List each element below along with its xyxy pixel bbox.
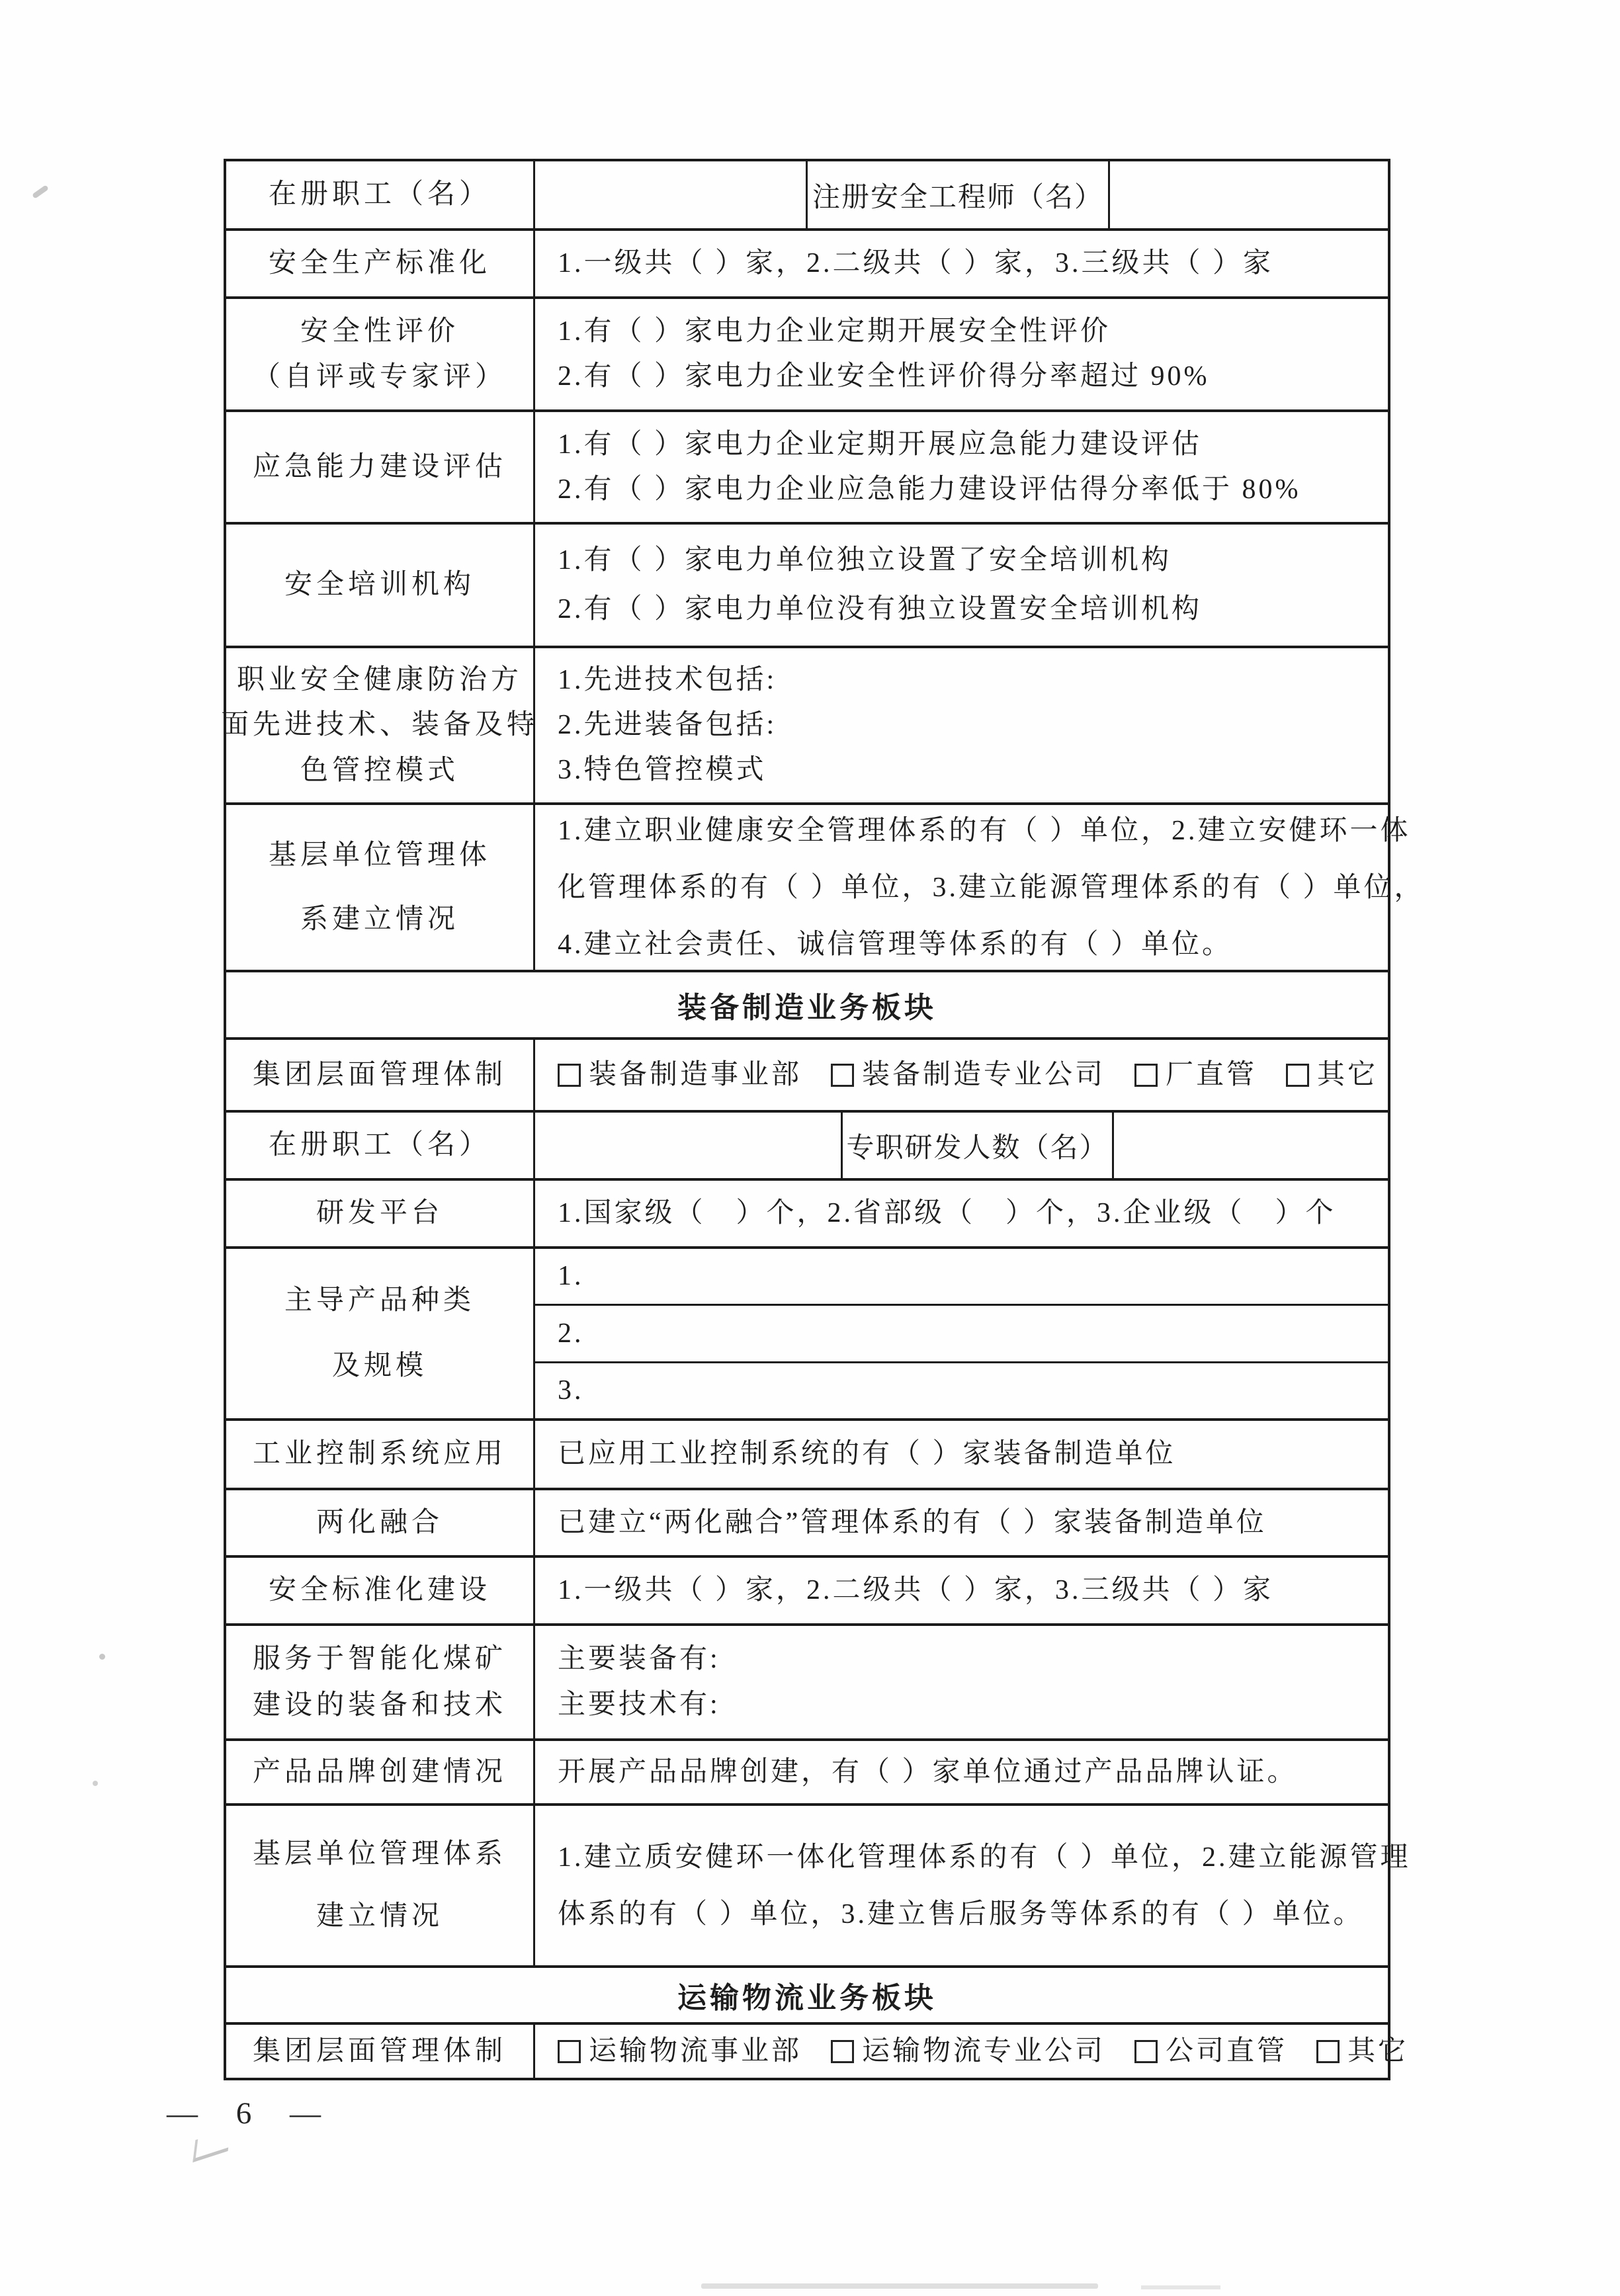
- row-label-text: 在册职工（名）: [268, 1130, 491, 1161]
- table-row-smart-mine-equipment: [226, 1623, 1388, 1738]
- scan-artifact: [192, 2129, 230, 2162]
- content-line: 主要技术有:: [558, 1689, 720, 1721]
- row-content-cell: [535, 1558, 1388, 1623]
- content-line: 3.特色管控模式: [558, 755, 767, 786]
- row-label-text: 及规模: [331, 1351, 427, 1382]
- row-label-text: 在册职工（名）: [268, 179, 491, 210]
- table-row-registered-staff: [226, 161, 1388, 228]
- table-row-emergency-capability: [226, 409, 1388, 522]
- table-row-main-products: [226, 1246, 1388, 1418]
- table-row-safety-standardization: [226, 228, 1388, 296]
- content-line: 2.有（ ）家电力企业应急能力建设评估得分率低于 80%: [558, 474, 1301, 505]
- checkbox-option-group: [558, 2033, 1408, 2070]
- row-label-text: 集团层面管理体制: [252, 1059, 507, 1090]
- content-line: 2.有（ ）家电力企业安全性评价得分率超过 90%: [558, 361, 1210, 392]
- row-label-text: 建立情况: [316, 1901, 443, 1932]
- option-label: 装备制造事业部: [589, 1059, 802, 1090]
- scan-artifact: [99, 1654, 105, 1660]
- checkbox-icon: [558, 2040, 581, 2063]
- content-line: 1.建立职业健康安全管理体系的有（ ）单位，2.建立安健环一体: [558, 815, 1411, 846]
- row-label-occupational-health-tech: [221, 648, 539, 802]
- row-content-cell: [535, 1490, 1388, 1555]
- row-label-text: 安全生产标准化: [268, 248, 491, 279]
- row-label-text: 色管控模式: [300, 755, 459, 786]
- row-label-text: 产品品牌创建情况: [252, 1756, 507, 1787]
- section-header-equipment: 装备制造业务板块: [677, 992, 937, 1024]
- row-label-text: 安全性评价: [300, 316, 459, 347]
- table-row-group-management-logistics: [226, 2022, 1409, 2078]
- row-label-group-management: [226, 1040, 535, 1110]
- section-header-logistics: 运输物流业务板块: [677, 1982, 937, 2014]
- option-label: 运输物流事业部: [589, 2035, 802, 2066]
- row-content-cell: [535, 1181, 1388, 1246]
- row-content-cell: [535, 1249, 1388, 1418]
- row-label-text: 建设的装备和技术: [252, 1689, 507, 1721]
- content-line: 1.: [558, 1261, 584, 1292]
- content-line: 已应用工业控制系统的有（ ）家装备制造单位: [558, 1439, 1176, 1470]
- row-label-text: （自评或专家评）: [252, 361, 507, 392]
- row-content-cell: [535, 1626, 1388, 1738]
- checkbox-option: [831, 1057, 1105, 1093]
- row-label-text: 基层单位管理体: [268, 840, 491, 871]
- checkbox-icon: [1134, 1064, 1158, 1087]
- row-label-text: 专职研发人数（名）: [846, 1132, 1109, 1164]
- checkbox-option: [831, 2033, 1105, 2070]
- table-row-safety-training: [226, 522, 1388, 646]
- row-content-cell: [535, 1040, 1394, 1110]
- table-row-occupational-health-tech: [221, 646, 1388, 802]
- checkbox-option: [558, 1057, 802, 1093]
- row-content-cell: [535, 525, 1388, 646]
- product-item-cell: [535, 1361, 1388, 1418]
- table-row-grassroots-management: [226, 802, 1425, 970]
- section-header-row-equipment: [226, 970, 1388, 1037]
- table-row-group-management-system: [226, 1037, 1388, 1110]
- row-label-safety-engineer: [808, 161, 1110, 228]
- row-label-text: 应急能力建设评估: [252, 451, 507, 482]
- row-label-group-management: [226, 2025, 535, 2078]
- scan-artifact: [701, 2283, 1098, 2289]
- row-label-rd-staff: [843, 1113, 1114, 1178]
- table-row-rd-platform: [226, 1178, 1388, 1246]
- table-row-industrial-control: [226, 1418, 1388, 1488]
- content-line: 1.国家级（ ）个，2.省部级（ ）个，3.企业级（ ）个: [558, 1198, 1336, 1229]
- checkbox-option: [1316, 2033, 1408, 2070]
- row-label-text: 研发平台: [316, 1198, 443, 1229]
- content-line: 化管理体系的有（ ）单位，3.建立能源管理体系的有（ ）单位，: [558, 872, 1425, 903]
- scan-artifact: [32, 185, 49, 198]
- scan-artifact: [1141, 2285, 1220, 2289]
- content-line: 2.有（ ）家电力单位没有独立设置安全培训机构: [558, 594, 1203, 625]
- row-label-emergency-capability: [226, 412, 535, 522]
- content-line: 已建立“两化融合”管理体系的有（ ）家装备制造单位: [558, 1507, 1267, 1538]
- row-label-brand-creation: [226, 1741, 535, 1803]
- content-line: 1.一级共（ ）家，2.二级共（ ）家，3.三级共（ ）家: [558, 1575, 1274, 1606]
- row-label-text: 主导产品种类: [284, 1285, 475, 1316]
- blank-input-cell: [535, 161, 808, 228]
- content-line: 1.一级共（ ）家，2.二级共（ ）家，3.三级共（ ）家: [558, 248, 1274, 279]
- option-label: 装备制造专业公司: [862, 1059, 1106, 1090]
- survey-form-table: [221, 159, 1425, 2080]
- checkbox-icon: [558, 1064, 581, 1087]
- row-content-cell: [535, 299, 1388, 409]
- content-line: 2.先进装备包括:: [558, 710, 777, 741]
- product-item-cell: [535, 1304, 1388, 1361]
- row-content-cell: [535, 1741, 1388, 1803]
- table-row-registered-staff-equipment: [226, 1110, 1388, 1178]
- checkbox-option-group: [558, 1057, 1378, 1093]
- row-content-cell: [535, 412, 1388, 522]
- row-label-smart-mine-equipment: [226, 1626, 535, 1738]
- row-label-registered-staff: [226, 1113, 535, 1178]
- blank-input-cell: [1110, 161, 1388, 228]
- content-line: 体系的有（ ）单位，3.建立售后服务等体系的有（ ）单位。: [558, 1898, 1364, 1930]
- table-row-safety-evaluation: [226, 296, 1388, 409]
- row-label-rd-platform: [226, 1181, 535, 1246]
- content-line: 1.有（ ）家电力单位独立设置了安全培训机构: [558, 545, 1172, 576]
- row-content-cell: [535, 805, 1441, 970]
- content-line: 主要装备有:: [558, 1643, 720, 1674]
- checkbox-icon: [1316, 2040, 1340, 2063]
- blank-input-cell: [1114, 1113, 1388, 1178]
- row-content-cell: [535, 231, 1388, 296]
- row-label-text: 工业控制系统应用: [252, 1439, 507, 1470]
- scan-artifact: [93, 1781, 98, 1786]
- section-header-row-logistics: [226, 1965, 1388, 2022]
- row-label-text: 服务于智能化煤矿: [252, 1643, 507, 1674]
- content-line: 3.: [558, 1375, 584, 1406]
- row-label-grassroots-management: [226, 805, 535, 970]
- row-content-cell: [535, 648, 1388, 802]
- content-line: 1.建立质安健环一体化管理体系的有（ ）单位，2.建立能源管理: [558, 1842, 1411, 1873]
- row-label-text: 系建立情况: [300, 904, 459, 935]
- checkbox-icon: [831, 2040, 854, 2063]
- row-label-text: 安全培训机构: [284, 570, 475, 601]
- row-label-text: 职业安全健康防治方: [236, 664, 523, 695]
- row-label-grassroots-management: [226, 1806, 535, 1965]
- table-row-grassroots-management-equipment: [226, 1803, 1411, 1965]
- row-label-text: 安全标准化建设: [268, 1575, 491, 1606]
- row-label-text: 基层单位管理体系: [252, 1839, 507, 1870]
- row-label-main-products: [226, 1249, 535, 1418]
- option-label: 其它: [1317, 1059, 1379, 1090]
- content-line: 4.建立社会责任、诚信管理等体系的有（ ）单位。: [558, 929, 1233, 960]
- table-row-brand-creation: [226, 1738, 1388, 1803]
- content-line: 1.有（ ）家电力企业定期开展安全性评价: [558, 316, 1111, 347]
- row-content-cell: [535, 2025, 1424, 2078]
- product-item-cell: [535, 1249, 1388, 1304]
- option-label: 公司直管: [1166, 2035, 1288, 2066]
- row-label-safety-evaluation: [226, 299, 535, 409]
- table-row-integration: [226, 1488, 1388, 1555]
- content-line: 1.先进技术包括:: [558, 665, 777, 696]
- option-label: 厂直管: [1166, 1059, 1258, 1090]
- checkbox-icon: [1134, 2040, 1158, 2063]
- table-row-safety-standardization-construction: [226, 1555, 1388, 1623]
- row-label-integration: [226, 1490, 535, 1555]
- row-label-safety-standardization-construction: [226, 1558, 535, 1623]
- checkbox-option: [1286, 1057, 1378, 1093]
- row-label-registered-staff: [226, 161, 535, 228]
- row-content-cell: [535, 1806, 1427, 1965]
- content-line: 开展产品品牌创建，有（ ）家单位通过产品品牌认证。: [558, 1756, 1298, 1787]
- checkbox-option: [558, 2033, 802, 2070]
- checkbox-option: [1134, 2033, 1287, 2070]
- row-label-safety-standardization: [226, 231, 535, 296]
- checkbox-icon: [1286, 1064, 1309, 1087]
- row-label-industrial-control: [226, 1421, 535, 1488]
- row-label-text: 两化融合: [316, 1507, 443, 1538]
- content-line: 1.有（ ）家电力企业定期开展应急能力建设评估: [558, 429, 1203, 460]
- checkbox-option: [1134, 1057, 1257, 1093]
- page-number: — 6 —: [167, 2096, 327, 2131]
- blank-input-cell: [535, 1113, 843, 1178]
- row-label-safety-training: [226, 525, 535, 646]
- option-label: 其它: [1347, 2035, 1409, 2066]
- content-line: 2.: [558, 1318, 584, 1349]
- row-content-cell: [535, 1421, 1388, 1488]
- row-label-text: 面先进技术、装备及特: [221, 710, 539, 741]
- option-label: 运输物流专业公司: [862, 2035, 1106, 2066]
- row-label-text: 集团层面管理体制: [252, 2035, 507, 2066]
- row-label-text: 注册安全工程师（名）: [812, 182, 1103, 213]
- checkbox-icon: [831, 1064, 854, 1087]
